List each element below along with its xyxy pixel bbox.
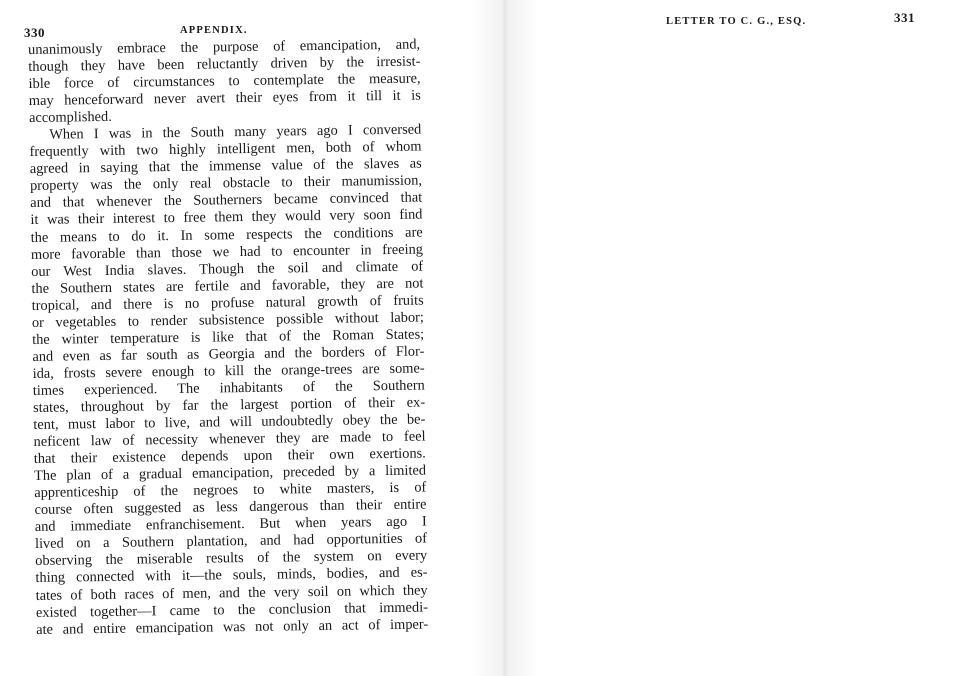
text-line: tropical, and there is no profuse natural growth of fruits [31,292,424,314]
text-line: that their existence depends upon their own exertions. [33,445,426,468]
text-line: ate and entire emancipation was not only an act of imper- [36,616,429,638]
left-running-head: APPENDIX. [180,25,248,36]
text-line: existed together—I came to the conclusion that immedi- [35,599,429,621]
text-line: and immediate enfranchisement. But when years ago I [34,513,427,536]
text-line: the Southern states are fertile and favorable, they are not [31,275,424,297]
text-line: When I was in the South many years ago I conversed [49,121,422,143]
text-line: though they have been reluctantly driven by the irresist- [28,53,421,76]
right-running-head: LETTER TO C. G., ESQ. [666,16,807,27]
text-line: thing connected with it—the souls, minds, bodies, and es- [35,564,428,587]
text-line: tent, must labor to live, and will undoubtedly obey the be- [33,411,426,433]
right-page [540,0,980,676]
text-line: the winter temperature is like that of the Roman States; [32,326,425,348]
text-line: neficent law of necessity whenever they are made to feel [33,428,426,451]
text-line: The plan of a gradual emancipation, preceded by a limited [33,462,427,485]
text-line: ida, frosts severe enough to kill the orange-trees are some- [32,360,425,382]
text-line: the means to do it. In some respects the conditions are [30,224,423,246]
text-line: property was the only real obstacle to their manumission, [29,172,423,195]
text-line: and even as far south as Georgia and the borders of Flor- [32,343,425,365]
text-line: may henceforward never avert their eyes from it till it is [28,87,421,110]
text-line: lived on a Southern plantation, and had opportunities of [34,530,428,553]
text-line: it was their interest to free them they would very soon find [30,206,423,229]
text-line: frequently with two highly intelligent men, both of whom [29,138,422,161]
text-line: unanimously embrace the purpose of emancipation, and, [28,36,421,58]
right-page-number: 331 [894,10,915,25]
text-line: accomplished. [28,109,112,127]
text-line: or vegetables to render subsistence possible without labor; [31,309,424,331]
text-line: and that whenever the Southerners became convinced that [30,189,423,212]
text-line: ible force of circumstances to contemplate the measure, [28,70,421,93]
text-line: agreed in saying that the immense value of the slaves as [29,155,422,178]
text-line: observing the miserable results of the system on every [35,547,428,570]
left-page [0,0,470,676]
book-gutter [470,0,540,676]
text-line: times experienced. The inhabitants of the Southern [32,377,425,399]
text-line: states, throughout by far the largest portion of their ex- [32,394,426,416]
text-line: tates of both races of men, and the very soil on which they [35,581,428,604]
text-line: more favorable than those we had to encounter in freeing [30,241,424,263]
text-line: our West India slaves. Though the soil and climate of [31,258,424,280]
text-line: apprenticeship of the negroes to white masters, is of [34,479,427,502]
left-page-text [28,37,428,639]
left-page-number: 330 [24,25,45,40]
text-line: course often suggested as less dangerous than their entire [34,496,427,519]
